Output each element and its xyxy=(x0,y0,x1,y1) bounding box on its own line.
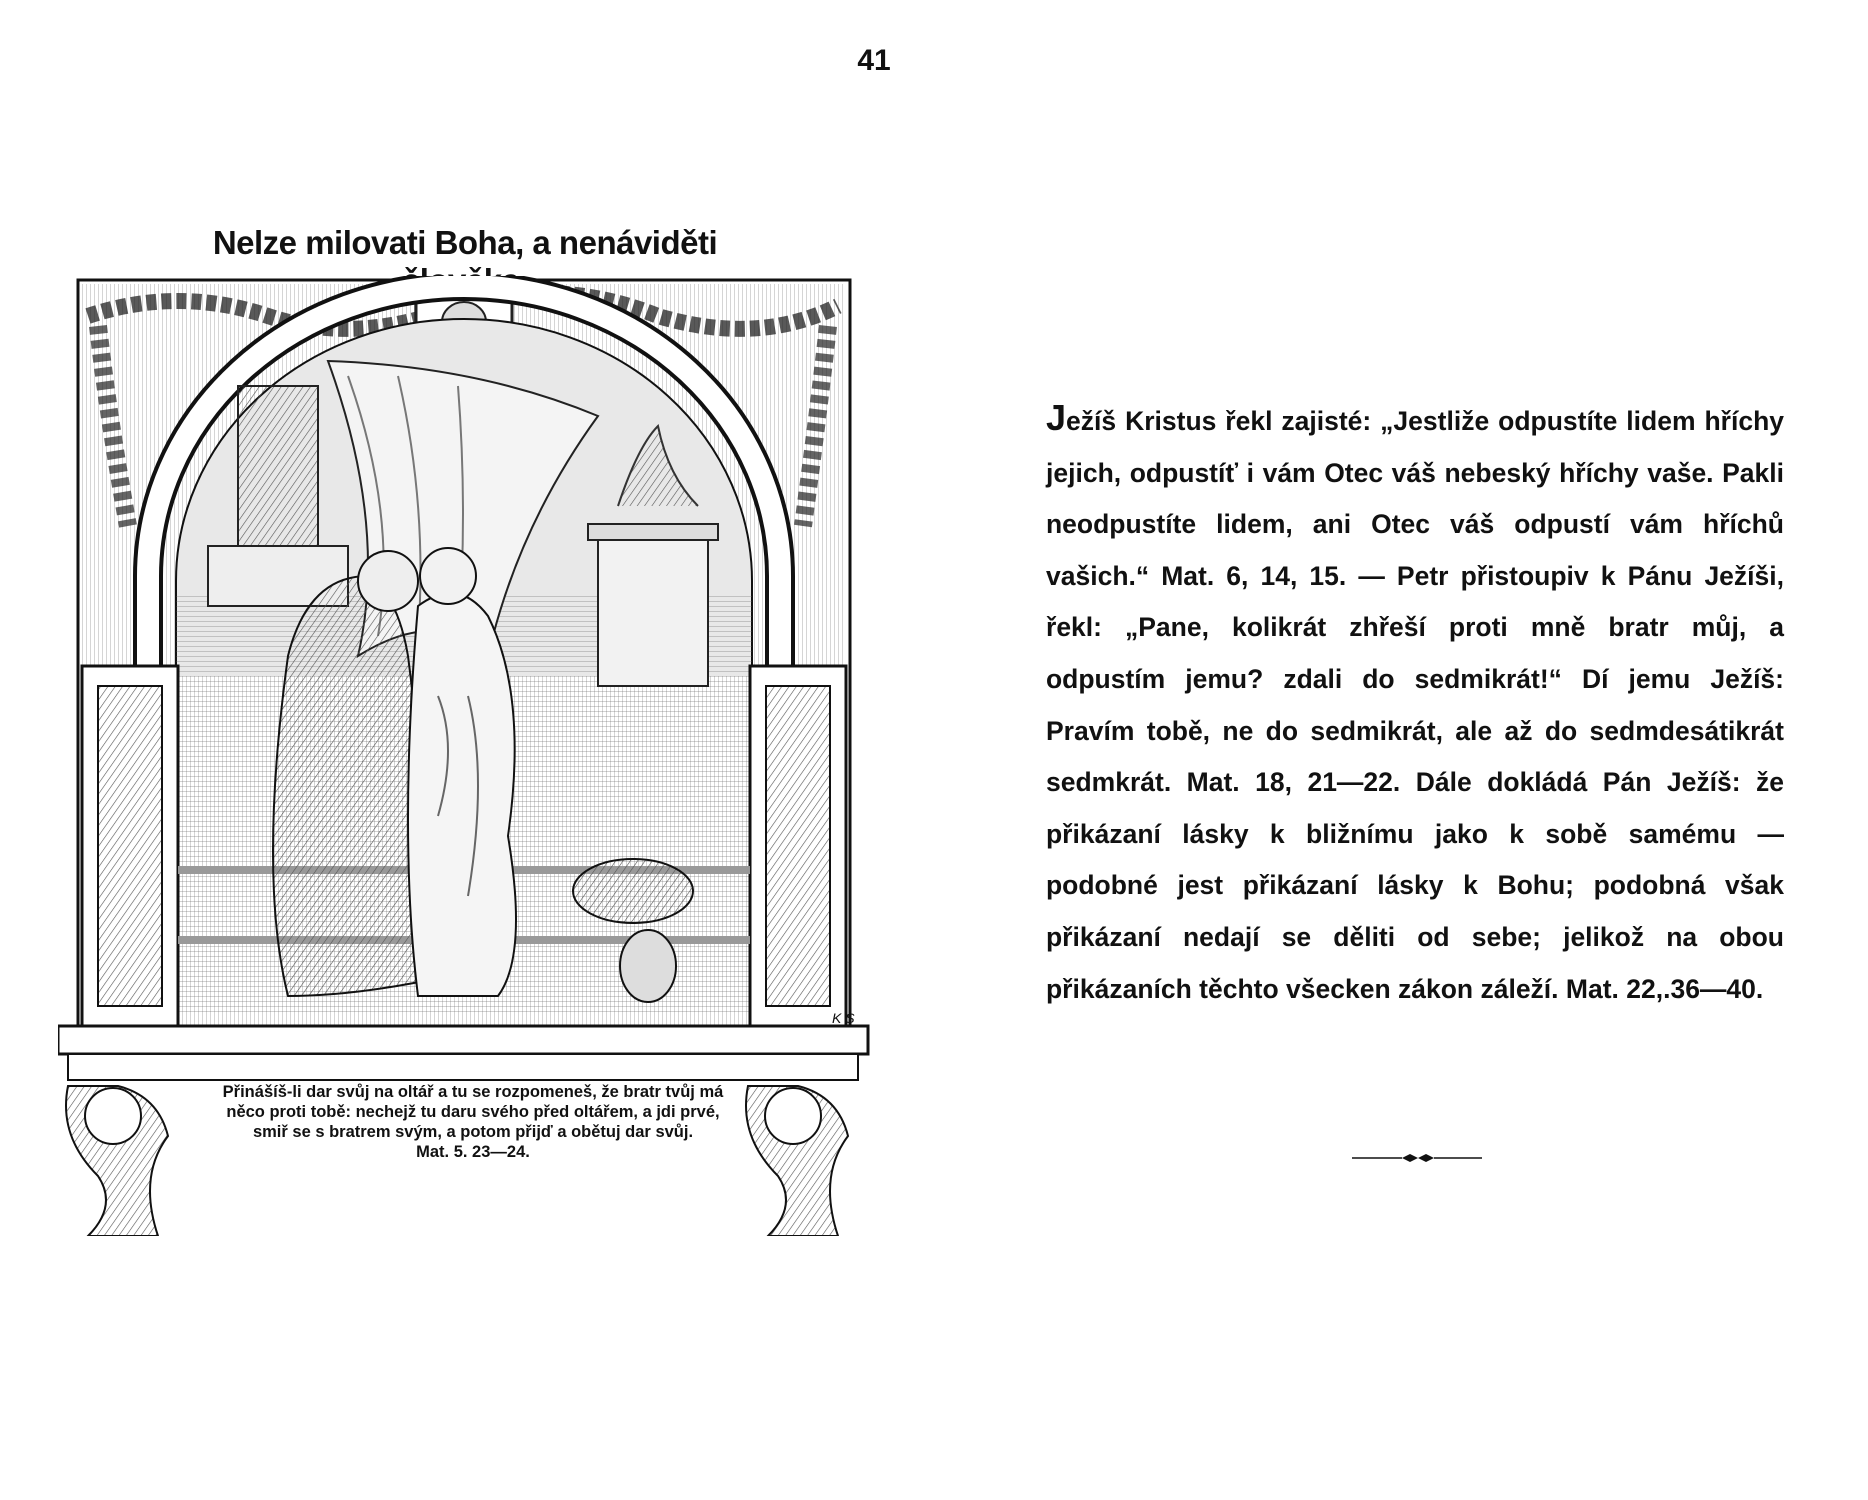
section-title: Nelze milovati Boha, a nenáviděti xyxy=(212,224,718,261)
page-number: 41 xyxy=(857,44,891,77)
illustration-caption xyxy=(208,1082,738,1162)
drop-cap: J xyxy=(1046,397,1067,438)
engraver-initials: K S xyxy=(832,1010,855,1026)
caption-text: Přinášíš-li dar svůj na oltář a tu se rozpomeneš, že bratr tvůj má něco proti tobě: nechejž tu daru svého před oltářem, a jdi prvé, smiř se s bratrem svým, a potom přijď a obětuj dar svůj. xyxy=(222,1083,724,1141)
body-text: ežíš Kristus řekl zajisté: „Jestliže odpustíte lidem hříchy jejich, odpustíť i vám Otec váš nebeský hříchy vaše. Pakli neodpustíte lidem, ani Otec váš odpustí vám hříchů vašich.“ Mat. 6, 14, 15. — Petr přistoupiv k Pánu Ježíši, řekl: „Pane, kolikrát zhřeší proti mně bratr můj, a odpustím jemu? zdali do sedmikrát!“ Dí jemu Ježíš: Pravím tobě, ne do sedmikrát, ale až do sedmdesátikrát sedmkrát. Mat. 18, 21—22. Dále dokládá Pán Ježíš: že přikázaní lásky k bližnímu jako k sobě samému — podobné jest přikázaní lásky k Bohu; podobná však přikázaní nedají se děliti od sebe; jelikož na obou přikázaních těchto všecken zákon záleží. Mat. 22,.36—40. xyxy=(1046,406,1784,1004)
body-paragraph xyxy=(1046,392,1784,1015)
end-ornament xyxy=(1352,1148,1482,1168)
caption-reference: Mat. 5. 23—24. xyxy=(416,1143,530,1161)
end-ornament-svg xyxy=(1352,1148,1482,1168)
